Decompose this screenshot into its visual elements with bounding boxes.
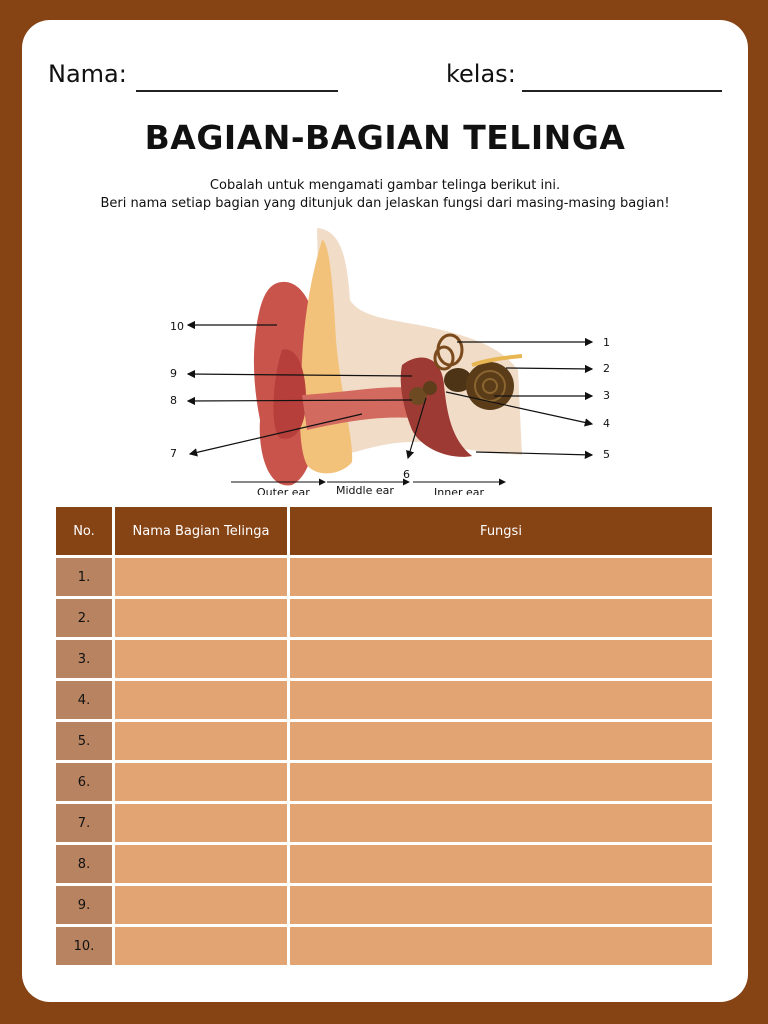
function-cell[interactable] (290, 804, 712, 842)
region-arrows (227, 476, 517, 488)
answer-table (53, 504, 715, 968)
diagram-label-1: 1 (603, 336, 610, 349)
table-row (56, 804, 712, 842)
diagram-label-10: 10 (170, 320, 184, 333)
region-label-middle: Middle ear (336, 484, 394, 495)
table-row (56, 640, 712, 678)
part-name-cell[interactable] (115, 640, 287, 678)
page-title: BAGIAN-BAGIAN TELINGA (144, 118, 626, 157)
diagram-label-9: 9 (170, 367, 177, 380)
diagram-label-2: 2 (603, 362, 610, 375)
table-header-row (56, 507, 712, 555)
part-name-cell[interactable] (115, 763, 287, 801)
function-cell[interactable] (290, 845, 712, 883)
table-row (56, 558, 712, 596)
name-line (136, 90, 338, 92)
function-cell[interactable] (290, 681, 712, 719)
part-name-cell[interactable] (115, 804, 287, 842)
diagram-label-7: 7 (170, 447, 177, 460)
function-cell[interactable] (290, 558, 712, 596)
row-number: 3. (56, 640, 112, 678)
table-row (56, 927, 712, 965)
table-row (56, 886, 712, 924)
ear-diagram (122, 220, 642, 495)
region-label-outer: Outer ear (257, 486, 310, 495)
diagram-label-4: 4 (603, 417, 610, 430)
diagram-label-6: 6 (403, 468, 410, 481)
row-number: 4. (56, 681, 112, 719)
header-part-name: Nama Bagian Telinga (115, 507, 287, 555)
class-line (522, 90, 722, 92)
function-cell[interactable] (290, 640, 712, 678)
function-cell[interactable] (290, 599, 712, 637)
table-row (56, 599, 712, 637)
table-row (56, 763, 712, 801)
diagram-label-8: 8 (170, 394, 177, 407)
part-name-cell[interactable] (115, 558, 287, 596)
table-row (56, 845, 712, 883)
row-number: 5. (56, 722, 112, 760)
row-number: 2. (56, 599, 112, 637)
instruction-line-1: Cobalah untuk mengamati gambar telinga berikut ini. (209, 178, 561, 193)
name-label: Nama: (48, 60, 127, 88)
region-label-inner: Inner ear (434, 486, 485, 495)
cochlea-shape (466, 362, 514, 410)
row-number: 1. (56, 558, 112, 596)
header-function: Fungsi (290, 507, 712, 555)
function-cell[interactable] (290, 886, 712, 924)
instruction-line-2: Beri nama setiap bagian yang ditunjuk dan jelaskan fungsi dari masing-masing bagian! (100, 196, 670, 211)
part-name-cell[interactable] (115, 886, 287, 924)
table-row (56, 722, 712, 760)
ossicle-shape-2 (423, 381, 437, 395)
row-number: 10. (56, 927, 112, 965)
part-name-cell[interactable] (115, 927, 287, 965)
function-cell[interactable] (290, 927, 712, 965)
worksheet-sheet (22, 20, 748, 1002)
table-row (56, 681, 712, 719)
part-name-cell[interactable] (115, 845, 287, 883)
function-cell[interactable] (290, 763, 712, 801)
row-number: 6. (56, 763, 112, 801)
row-number: 9. (56, 886, 112, 924)
part-name-cell[interactable] (115, 599, 287, 637)
header-no: No. (56, 507, 112, 555)
part-name-cell[interactable] (115, 722, 287, 760)
diagram-label-3: 3 (603, 389, 610, 402)
part-name-cell[interactable] (115, 681, 287, 719)
row-number: 7. (56, 804, 112, 842)
function-cell[interactable] (290, 722, 712, 760)
row-number: 8. (56, 845, 112, 883)
diagram-label-5: 5 (603, 448, 610, 461)
class-label: kelas: (446, 60, 516, 88)
